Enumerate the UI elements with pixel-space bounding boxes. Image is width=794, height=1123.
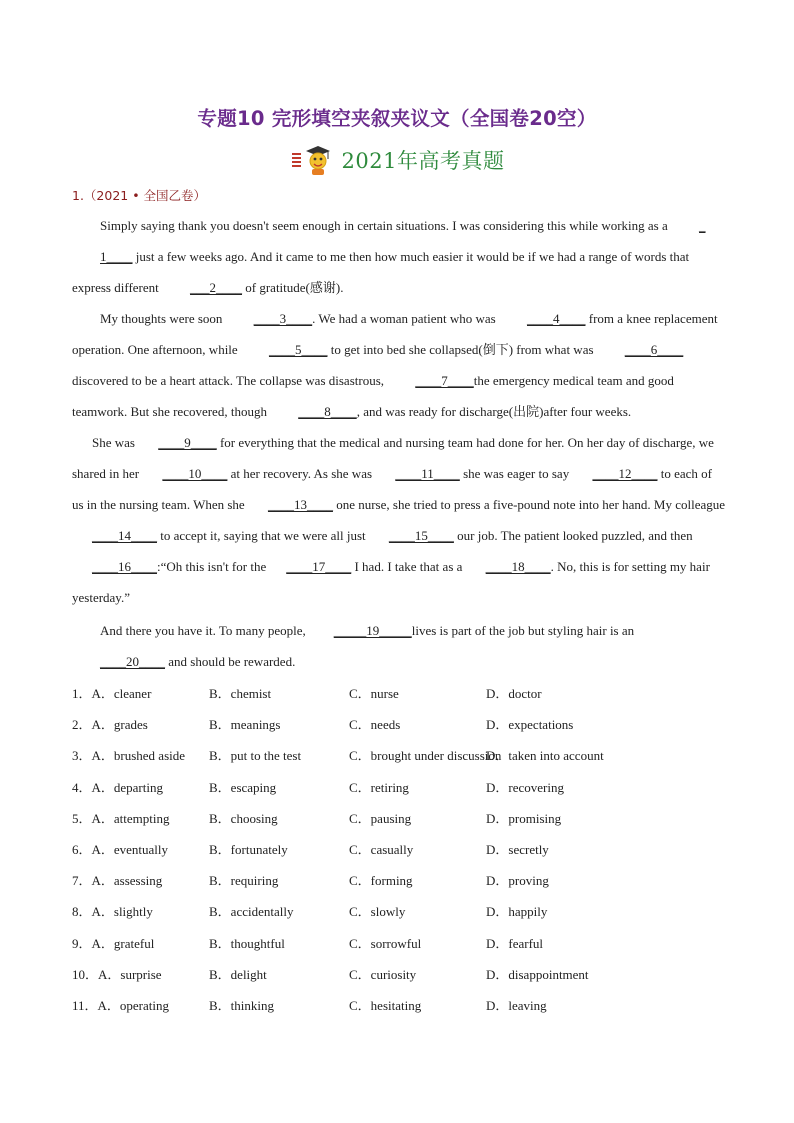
blank-17: ____17____ (286, 559, 352, 575)
subtitle: 2021年高考真题 (341, 149, 505, 173)
text: My thoughts were soon (100, 311, 226, 326)
option-row (72, 740, 732, 771)
blank-13: ____13____ (267, 497, 333, 513)
option-choice: C．brought under discussion (349, 748, 502, 764)
option-choice: 1．A．cleaner (72, 686, 152, 701)
option-choice: C．forming (349, 873, 413, 889)
blank-19: _____19_____ (333, 623, 412, 638)
option-choice: B．chemist (209, 686, 272, 701)
subtitle-row (0, 143, 794, 182)
blank-4: ____4____ (526, 311, 586, 326)
option-choice: D．proving (486, 873, 549, 889)
option-choice: B．escaping (209, 779, 277, 795)
option-choice: C．casually (349, 841, 414, 857)
text: lives is part of the job but styling hair is an (411, 623, 635, 638)
blank-7: ____7____ (415, 373, 474, 389)
blank-10: ____10____ (162, 466, 228, 482)
option-choice: 11．A．operating (72, 997, 169, 1013)
option-row (72, 896, 732, 927)
text: at her recovery. As she was (227, 466, 376, 482)
option-choice: D．doctor (486, 686, 542, 701)
passage-paragraph-4 (72, 615, 726, 677)
option-choice: C．pausing (349, 810, 412, 826)
blank-3: ____3____ (253, 311, 313, 326)
option-choice: B．choosing (209, 810, 278, 826)
option-choice: B．requiring (209, 873, 279, 889)
option-row (72, 709, 732, 740)
option-choice: D．leaving (486, 997, 547, 1013)
option-choice: B．delight (209, 966, 267, 982)
text: And there you have it. To many people, (100, 623, 306, 638)
option-choice: 8．A．slightly (72, 904, 153, 920)
text: :“Oh this isn't for the (157, 559, 267, 575)
option-choice: 2．A．grades (72, 717, 148, 733)
option-choice: B．fortunately (209, 841, 288, 857)
option-choice: C．retiring (349, 779, 409, 795)
option-choice: C．nurse (349, 686, 399, 701)
option-choice: B．meanings (209, 717, 281, 733)
option-row (72, 803, 732, 834)
option-choice: C．curiosity (349, 966, 417, 982)
page-title: 专题10 完形填空夹叙夹议文（全国卷20空） (197, 107, 597, 130)
graduate-mascot-icon (290, 143, 334, 177)
text: and should be rewarded. (165, 654, 296, 670)
option-choice: 10．A．surprise (72, 966, 162, 982)
blank-20: ____20____ (100, 654, 165, 670)
text: for everything that the medical and nursing team had done for her. On her day of discharge, we shared in her (72, 435, 714, 482)
option-row (72, 865, 732, 896)
blank-14: ____14____ (92, 528, 157, 544)
text: from a knee replacement operation. One afternoon, while (72, 311, 718, 358)
text: . No, this is for setting my hair yesterday.” (72, 559, 710, 606)
option-choice: C．needs (349, 717, 401, 733)
option-choice: D．recovering (486, 779, 564, 795)
passage-paragraph-1 (72, 210, 726, 303)
text: to each of us in the nursing team. When she (72, 466, 712, 513)
option-row (72, 772, 732, 803)
question-heading: 1.（2021 • 全国乙卷） (72, 188, 207, 203)
option-choice: B．thoughtful (209, 935, 285, 951)
text: discovered to be a heart attack. The collapse was disastrous, (72, 373, 388, 389)
option-choice: D．taken into account (486, 748, 604, 764)
option-choice: C．slowly (349, 904, 406, 920)
passage-paragraph-3 (72, 427, 726, 614)
blank-1: 1____ (100, 249, 133, 265)
option-choice: B．thinking (209, 997, 275, 1013)
blank-2: ___2____ (190, 280, 243, 296)
option-row (72, 959, 732, 990)
text: our job. The patient looked puzzled, and then (453, 528, 693, 544)
blank-6: ____6____ (624, 342, 684, 358)
option-choice: D．fearful (486, 935, 544, 951)
option-row (72, 834, 732, 865)
text: she was eager to say (459, 466, 573, 482)
text: to accept it, saying that we were all just (157, 528, 369, 544)
option-choice: 9．A．grateful (72, 935, 155, 951)
option-choice: 7．A．assessing (72, 873, 163, 889)
blank-11: ____11____ (395, 466, 460, 482)
text: She was (92, 435, 139, 450)
blank-16: ____16____ (92, 559, 157, 575)
text: one nurse, she tried to press a five-pound note into her hand. My colleague (332, 497, 726, 513)
option-choice: D．secretly (486, 841, 549, 857)
option-choice: B．accidentally (209, 904, 294, 920)
blank-5: ____5____ (268, 342, 328, 358)
blank-15: ____15____ (388, 528, 454, 544)
blank-8: ____8____ (298, 404, 357, 420)
text: , and was ready for discharge(出院)after four weeks. (356, 404, 632, 420)
option-choice: D．disappointment (486, 966, 589, 982)
blank-9: ____9____ (158, 435, 217, 450)
blank-18: ____18____ (485, 559, 551, 575)
text: to get into bed she collapsed(倒下) from what was (327, 342, 597, 358)
text: just a few weeks ago. And it came to me then how much easier it would be if we had a range of words that express different (72, 249, 690, 296)
option-choice: 6．A．eventually (72, 841, 169, 857)
option-row (72, 990, 732, 1021)
blank: _ (699, 218, 706, 233)
option-row (72, 928, 732, 959)
text: I had. I take that as a (351, 559, 466, 575)
option-choice: 5．A．attempting (72, 810, 170, 826)
option-choice: D．promising (486, 810, 562, 826)
option-choice: 4．A．departing (72, 779, 163, 795)
text: of gratitude(感谢). (242, 280, 344, 296)
text: the emergency medical team and good teamwork. But she recovered, though (72, 373, 674, 420)
option-choice: 3．A．brushed aside (72, 748, 186, 764)
option-choice: D．expectations (486, 717, 574, 733)
option-choice: D．happily (486, 904, 548, 920)
option-choice: C．sorrowful (349, 935, 422, 951)
text: . We had a woman patient who was (312, 311, 499, 326)
option-row (72, 678, 732, 709)
option-choice: C．hesitating (349, 997, 422, 1013)
text: Simply saying thank you doesn't seem enough in certain situations. I was considering this while working as a (100, 218, 672, 233)
option-choice: B．put to the test (209, 748, 302, 764)
passage-paragraph-2 (72, 303, 726, 427)
options-list (72, 678, 732, 1021)
blank-12: ____12____ (592, 466, 658, 482)
